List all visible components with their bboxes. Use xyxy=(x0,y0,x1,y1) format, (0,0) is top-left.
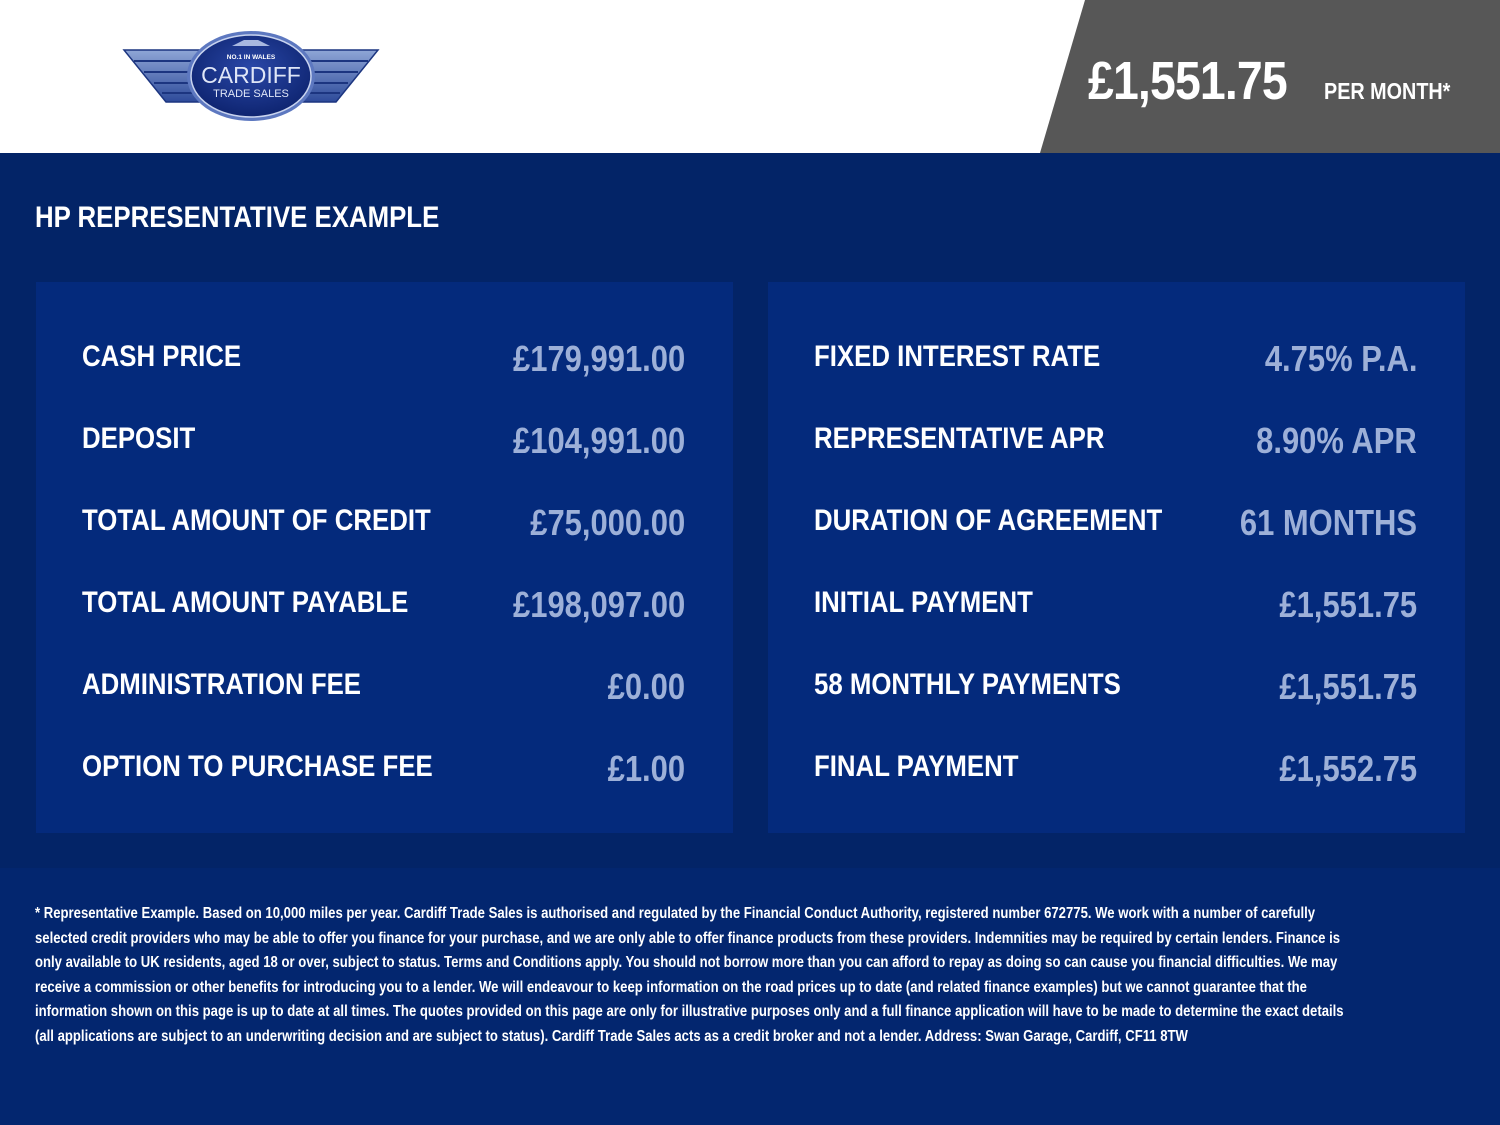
row-label: ADMINISTRATION FEE xyxy=(82,668,362,701)
finance-panel-left xyxy=(36,282,733,833)
svg-text:TRADE SALES: TRADE SALES xyxy=(213,88,289,100)
finance-panel-right xyxy=(768,282,1465,833)
row-value: 4.75% P.A. xyxy=(1264,338,1417,379)
svg-text:CARDIFF: CARDIFF xyxy=(201,62,301,88)
row-value: £198,097.00 xyxy=(512,584,685,625)
row-label: DEPOSIT xyxy=(82,422,196,455)
row-label: CASH PRICE xyxy=(82,340,242,373)
hp-example-section xyxy=(0,153,1500,868)
row-label: INITIAL PAYMENT xyxy=(814,586,1033,619)
disclaimer-footer xyxy=(0,868,1500,1125)
finance-row-admin-fee xyxy=(36,668,733,718)
row-label: FINAL PAYMENT xyxy=(814,750,1019,783)
finance-row-cash-price xyxy=(36,340,733,390)
finance-row-deposit xyxy=(36,422,733,472)
row-label: TOTAL AMOUNT OF CREDIT xyxy=(82,504,431,537)
header xyxy=(0,0,1500,153)
row-label: DURATION OF AGREEMENT xyxy=(814,504,1163,537)
row-value: £75,000.00 xyxy=(530,502,685,543)
row-value: £0.00 xyxy=(607,666,685,707)
row-label: REPRESENTATIVE APR xyxy=(814,422,1105,455)
finance-row-duration xyxy=(768,504,1465,554)
row-value: £1,552.75 xyxy=(1279,748,1417,789)
row-value: £1,551.75 xyxy=(1279,666,1417,707)
row-value: £104,991.00 xyxy=(512,420,685,461)
disclaimer-text: * Representative Example. Based on 10,000 miles per year. Cardiff Trade Sales is authorised and regulated by the Financial Conduct Authority, registered number 672775. We work with a number of carefully selected credit providers who may be able to offer you finance for your purchase, and we are only able to offer finance products from these providers. Indemnities may be required by certain lenders. Finance is only available to UK residents, aged 18 or over, subject to status. Terms and Conditions apply. You should not borrow more than you can afford to repay as doing so can cause you financial difficulties. We may receive a commission or other benefits for introducing you to a lender. We will endeavour to keep information on the road prices up to date (and related finance examples) but we cannot guarantee that the information shown on this page is up to date at all times. The quotes provided on this page are only for illustrative purposes only and a full finance application will have to be made to determine the exact details (all applications are subject to an underwriting decision and are subject to status). Cardiff Trade Sales acts as a credit broker and not a lender. Address: Swan Garage, Cardiff, CF11 8TW xyxy=(35,905,1344,1045)
finance-row-total-payable xyxy=(36,586,733,636)
row-value: 61 MONTHS xyxy=(1239,502,1417,543)
finance-row-interest-rate xyxy=(768,340,1465,390)
row-label: OPTION TO PURCHASE FEE xyxy=(82,750,433,783)
per-month-label: PER MONTH* xyxy=(1324,78,1451,104)
finance-row-initial-payment xyxy=(768,586,1465,636)
finance-row-final-payment xyxy=(768,750,1465,800)
row-label: 58 MONTHLY PAYMENTS xyxy=(814,668,1121,701)
svg-text:NO.1 IN WALES: NO.1 IN WALES xyxy=(226,54,276,61)
row-value: £179,991.00 xyxy=(512,338,685,379)
monthly-price: £1,551.75 xyxy=(1088,51,1287,111)
row-value: £1.00 xyxy=(607,748,685,789)
section-title: HP REPRESENTATIVE EXAMPLE xyxy=(35,201,440,234)
row-value: 8.90% APR xyxy=(1256,420,1417,461)
logo-emblem-icon xyxy=(122,28,380,124)
finance-row-option-fee xyxy=(36,750,733,800)
cardiff-trade-sales-logo[interactable] xyxy=(122,28,380,124)
row-label: FIXED INTEREST RATE xyxy=(814,340,1101,373)
finance-row-total-credit xyxy=(36,504,733,554)
row-label: TOTAL AMOUNT PAYABLE xyxy=(82,586,409,619)
finance-row-apr xyxy=(768,422,1465,472)
row-value: £1,551.75 xyxy=(1279,584,1417,625)
finance-row-monthly-payments xyxy=(768,668,1465,718)
